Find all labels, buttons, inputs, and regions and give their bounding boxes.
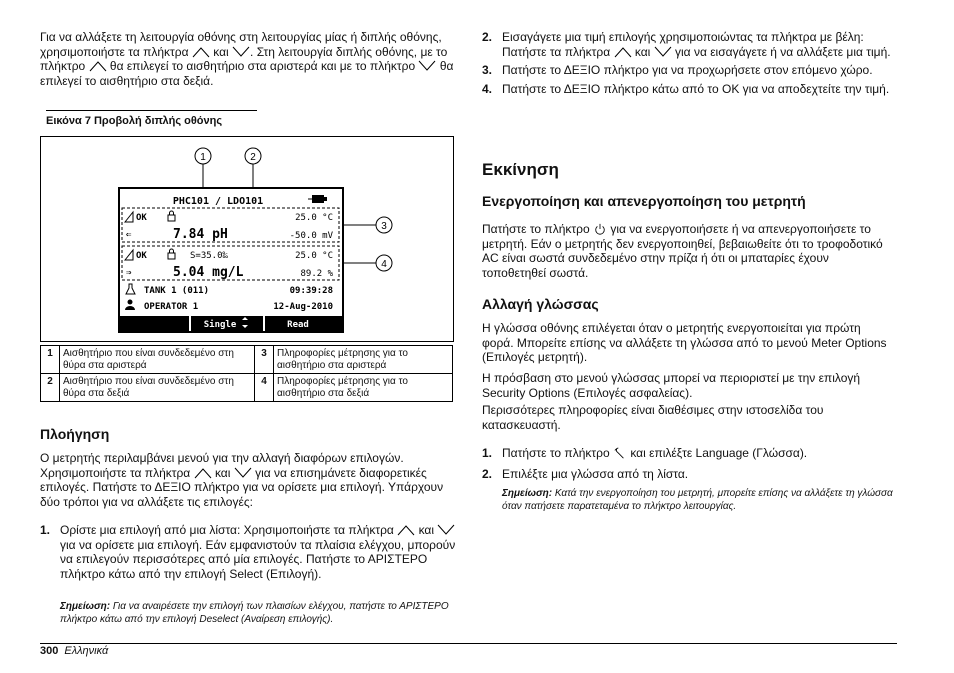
- intro-text: θα επιλεγεί το αισθητήριο στα δεξιά.: [40, 59, 454, 88]
- step-text: Πατήστε το πλήκτρο: [502, 446, 610, 460]
- legend-number: 2: [41, 374, 60, 402]
- intro-paragraph: [40, 30, 456, 88]
- right-arrow-icon: ⇒: [126, 268, 132, 278]
- svg-text:3: 3: [381, 221, 387, 232]
- power-heading: Ενεργοποίηση και απενεργοποίηση του μετρητή: [482, 193, 806, 209]
- step-text: για να εισαγάγετε ή να αλλάξετε μια τιμή.: [675, 44, 891, 59]
- legend-text: Αισθητήριο που είναι συνδεδεμένο στη θύρα στα δεξιά: [60, 374, 255, 402]
- row1-status: OK: [136, 213, 147, 223]
- legend-text: Πληροφορίες μέτρησης για το αισθητήριο στα δεξιά: [274, 374, 453, 402]
- up-arrow-key-icon: [192, 46, 210, 58]
- row1-value: 7.84 pH: [173, 227, 228, 242]
- step-number: 2.: [482, 466, 493, 481]
- down-arrow-key-icon: [654, 46, 672, 58]
- step-number: 1.: [40, 523, 51, 537]
- row2-value: 5.04 mg/L: [173, 265, 244, 280]
- left-column: [40, 30, 456, 625]
- up-arrow-key-icon: [397, 524, 415, 536]
- down-arrow-key-icon: [418, 60, 436, 72]
- step-text: για να ορίσετε μια επιλογή. Εάν εμφανιστούν τα πλαίσια ελέγχου, μπορούν να επιλεγούν περισσότερες από μία επιλογές. Πατήστε το ΑΡΙΣΤΕΡΟ πλήκτρο κάτω από την επιλογή Select (Επιλογή).: [60, 537, 456, 581]
- note-label: Σημείωση:: [60, 601, 111, 612]
- page-number: 300: [40, 645, 59, 657]
- softkey-read: Read: [287, 320, 309, 330]
- legend-number: 4: [255, 374, 274, 402]
- dual-display-figure: [40, 136, 456, 342]
- screen-title: PHC101 / LDO101: [172, 196, 264, 207]
- step-number: 3.: [482, 63, 493, 78]
- step-text: Πατήστε το ΔΕΞΙΟ πλήκτρο κάτω από το OK για να αποδεχτείτε την τιμή.: [502, 81, 890, 96]
- power-paragraph: [482, 222, 892, 280]
- step-number: 4.: [482, 81, 493, 96]
- language-paragraph-1: Η γλώσσα οθόνης επιλέγεται όταν ο μετρητής ενεργοποιείται για πρώτη φορά. Μπορείτε επίσης να αλλάξετε τη γλώσσα από το μενού Meter Options (Επιλογές μετρητή).: [482, 321, 887, 365]
- step-text: Εισαγάγετε μια τιμή επιλογής χρησιμοποιώντας τα πλήκτρα με βέλη: Πατήστε τα πλήκτρα: [502, 30, 864, 59]
- list-item: [482, 446, 894, 461]
- power-icon: [593, 223, 607, 235]
- legend-number: 1: [41, 346, 60, 374]
- right-column: [482, 30, 897, 512]
- nav-text: Ο μετρητής περιλαμβάνει μενού για την αλλαγή διαφόρων επιλογών. Χρησιμοποιήστε τα πλήκτρα: [40, 451, 404, 480]
- step-text: και επιλέξτε Language (Γλώσσα).: [630, 446, 808, 460]
- figure-legend-table: [40, 345, 453, 402]
- figure-caption: Εικόνα 7 Προβολή διπλής οθόνης: [46, 115, 223, 127]
- navigation-heading: Πλοήγηση: [40, 426, 110, 442]
- step-text: Πατήστε το ΔΕΞΙΟ πλήκτρο για να προχωρήσετε στον επόμενο χώρο.: [502, 63, 873, 78]
- up-arrow-key-icon: [89, 60, 107, 72]
- step-text: Ορίστε μια επιλογή από μια λίστα: Χρησιμοποιήστε τα πλήκτρα: [60, 523, 394, 537]
- power-text: Πατήστε το πλήκτρο: [482, 222, 590, 236]
- list-item: [482, 30, 897, 59]
- language-paragraph-2: Η πρόσβαση στο μενού γλώσσας μπορεί να περιοριστεί με την επιλογή Security Options (Επιλογές ασφαλείας).: [482, 371, 861, 400]
- step-number: 1.: [482, 446, 493, 460]
- row2-salinity: S=35.0‰: [190, 251, 228, 261]
- step-number: 2.: [482, 30, 493, 44]
- navigation-paragraph: [40, 451, 456, 509]
- svg-text:1: 1: [200, 152, 206, 163]
- step-text: και: [418, 523, 435, 537]
- figure-rule: [46, 110, 257, 111]
- navigation-note: [40, 600, 456, 626]
- navigation-steps: [40, 523, 456, 581]
- legend-text: Αισθητήριο που είναι συνδεδεμένο στη θύρα στα αριστερά: [60, 346, 255, 374]
- row2-secondary: 89.2 %: [300, 269, 333, 279]
- row1-temp: 25.0 °C: [295, 213, 333, 223]
- row1-secondary: -50.0 mV: [289, 231, 333, 241]
- intro-text: και: [213, 44, 229, 59]
- intro-text: . Στη λειτουργία διπλής οθόνης, με το πλήκτρο: [40, 44, 448, 74]
- list-item: [482, 467, 894, 482]
- navigation-steps-continued: [482, 30, 897, 96]
- list-item: [482, 82, 897, 97]
- language-heading: Αλλαγή γλώσσας: [482, 296, 599, 312]
- date-readout: 12-Aug-2010: [273, 302, 333, 312]
- table-row: [41, 346, 453, 374]
- language-note: [482, 487, 894, 513]
- step-text: και: [634, 44, 651, 59]
- softkey-single: Single: [203, 320, 237, 330]
- tank-label: TANK 1 (011): [144, 286, 210, 296]
- startup-heading: Εκκίνηση: [482, 160, 559, 179]
- row2-temp: 25.0 °C: [295, 251, 333, 261]
- up-arrow-key-icon: [614, 46, 632, 58]
- footer: [40, 645, 108, 657]
- nav-text: για να επισημάνετε διαφορετικές επιλογές. Πατήστε το ΔΕΞΙΟ πλήκτρο για να ορίσετε μια επιλογή. Υπάρχουν δύο τρόποι για να αλλάξετε τις επιλογές:: [40, 465, 444, 509]
- wrench-icon: [613, 447, 627, 459]
- footer-rule: [40, 643, 897, 644]
- meter-screen: [119, 188, 343, 332]
- svg-text:4: 4: [381, 259, 387, 270]
- down-arrow-key-icon: [232, 46, 250, 58]
- table-row: [41, 374, 453, 402]
- note-label: Σημείωση:: [502, 488, 553, 499]
- down-arrow-key-icon: [437, 524, 455, 536]
- language-steps: [482, 446, 894, 481]
- intro-text: Για να αλλάξετε τη λειτουργία οθόνης στη λειτουργίας μίας ή διπλής οθόνης, χρησιμοποιήστε τα πλήκτρα: [40, 30, 442, 59]
- left-arrow-icon: ⇐: [126, 230, 132, 240]
- list-item: [40, 523, 456, 581]
- legend-number: 3: [255, 346, 274, 374]
- row2-status: OK: [136, 251, 147, 261]
- step-text: Επιλέξτε μια γλώσσα από τη λίστα.: [502, 466, 689, 481]
- list-item: [482, 63, 897, 78]
- down-arrow-key-icon: [234, 467, 252, 479]
- up-arrow-key-icon: [194, 467, 212, 479]
- language-paragraph-3: Περισσότερες πληροφορίες είναι διαθέσιμες στην ιστοσελίδα του κατασκευαστή.: [482, 403, 824, 432]
- note-text: Για να αναιρέσετε την επιλογή των πλαισίων ελέγχου, πατήστε το ΑΡΙΣΤΕΡΟ πλήκτρο κάτω από την επιλογή Deselect (Αναίρεση επιλογής).: [60, 601, 449, 625]
- intro-text: θα επιλεγεί το αισθητήριο στα αριστερά και με το πλήκτρο: [109, 59, 416, 74]
- time-readout: 09:39:28: [289, 286, 333, 296]
- nav-text: και: [214, 465, 231, 480]
- operator-label: OPERATOR 1: [144, 302, 199, 312]
- legend-text: Πληροφορίες μέτρησης για το αισθητήριο στα αριστερά: [274, 346, 453, 374]
- power-text: για να ενεργοποιήσετε ή να απενεργοποιήσετε το μετρητή. Εάν ο μετρητής δεν ενεργοποιηθεί, βεβαιωθείτε ότι το τροφοδοτικό AC είναι σωστά συνδεδεμένο στην πρίζα ή ότι οι μπαταρίες έχουν τοποθετηθεί σωστά.: [482, 222, 883, 280]
- note-text: Κατά την ενεργοποίηση του μετρητή, μπορείτε επίσης να αλλάξετε τη γλώσσα όταν πατήσετε παρατεταμένα το πλήκτρο λειτουργίας.: [502, 488, 893, 512]
- svg-text:2: 2: [250, 152, 256, 163]
- footer-language: Ελληνικά: [64, 645, 109, 657]
